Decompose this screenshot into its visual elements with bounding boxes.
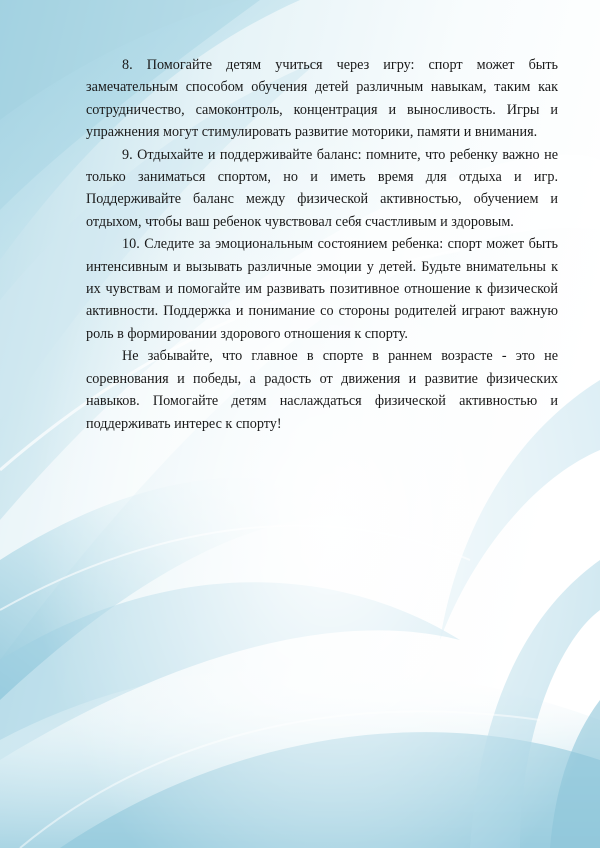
paragraph-item-10: 10. Следите за эмоциональным состоянием ребенка: спорт может быть интенсивным и вызывать различные эмоции у детей. Будьте внимательны к их чувствам и помогайте им развивать позитивное отношение к физической активности. Поддержка и понимание со стороны родителей играют важную роль в формировании здорового отношения к спорту. — [86, 236, 558, 342]
paragraph-conclusion: Не забывайте, что главное в спорте в раннем возрасте - это не соревнования и победы, а радость от движения и развитие физических навыков. Помогайте детям наслаждаться физической активностью и поддерживать интерес к спорту! — [86, 348, 558, 432]
paragraph-item-9: 9. Отдыхайте и поддерживайте баланс: помните, что ребенку важно не только заниматься спортом, но и иметь время для отдыха и игр. Поддерживайте баланс между физической активностью, обучением и отдыхом, чтобы ваш ребенок чувствовал себя счастливым и здоровым. — [86, 146, 558, 230]
text-body — [86, 54, 558, 435]
paragraph-item-8: 8. Помогайте детям учиться через игру: спорт может быть замечательным способом обучения детей различным навыкам, таким как сотрудничество, самоконтроль, концентрация и выносливость. Игры и упражнения могут стимулировать развитие моторики, памяти и внимания. — [86, 57, 558, 141]
